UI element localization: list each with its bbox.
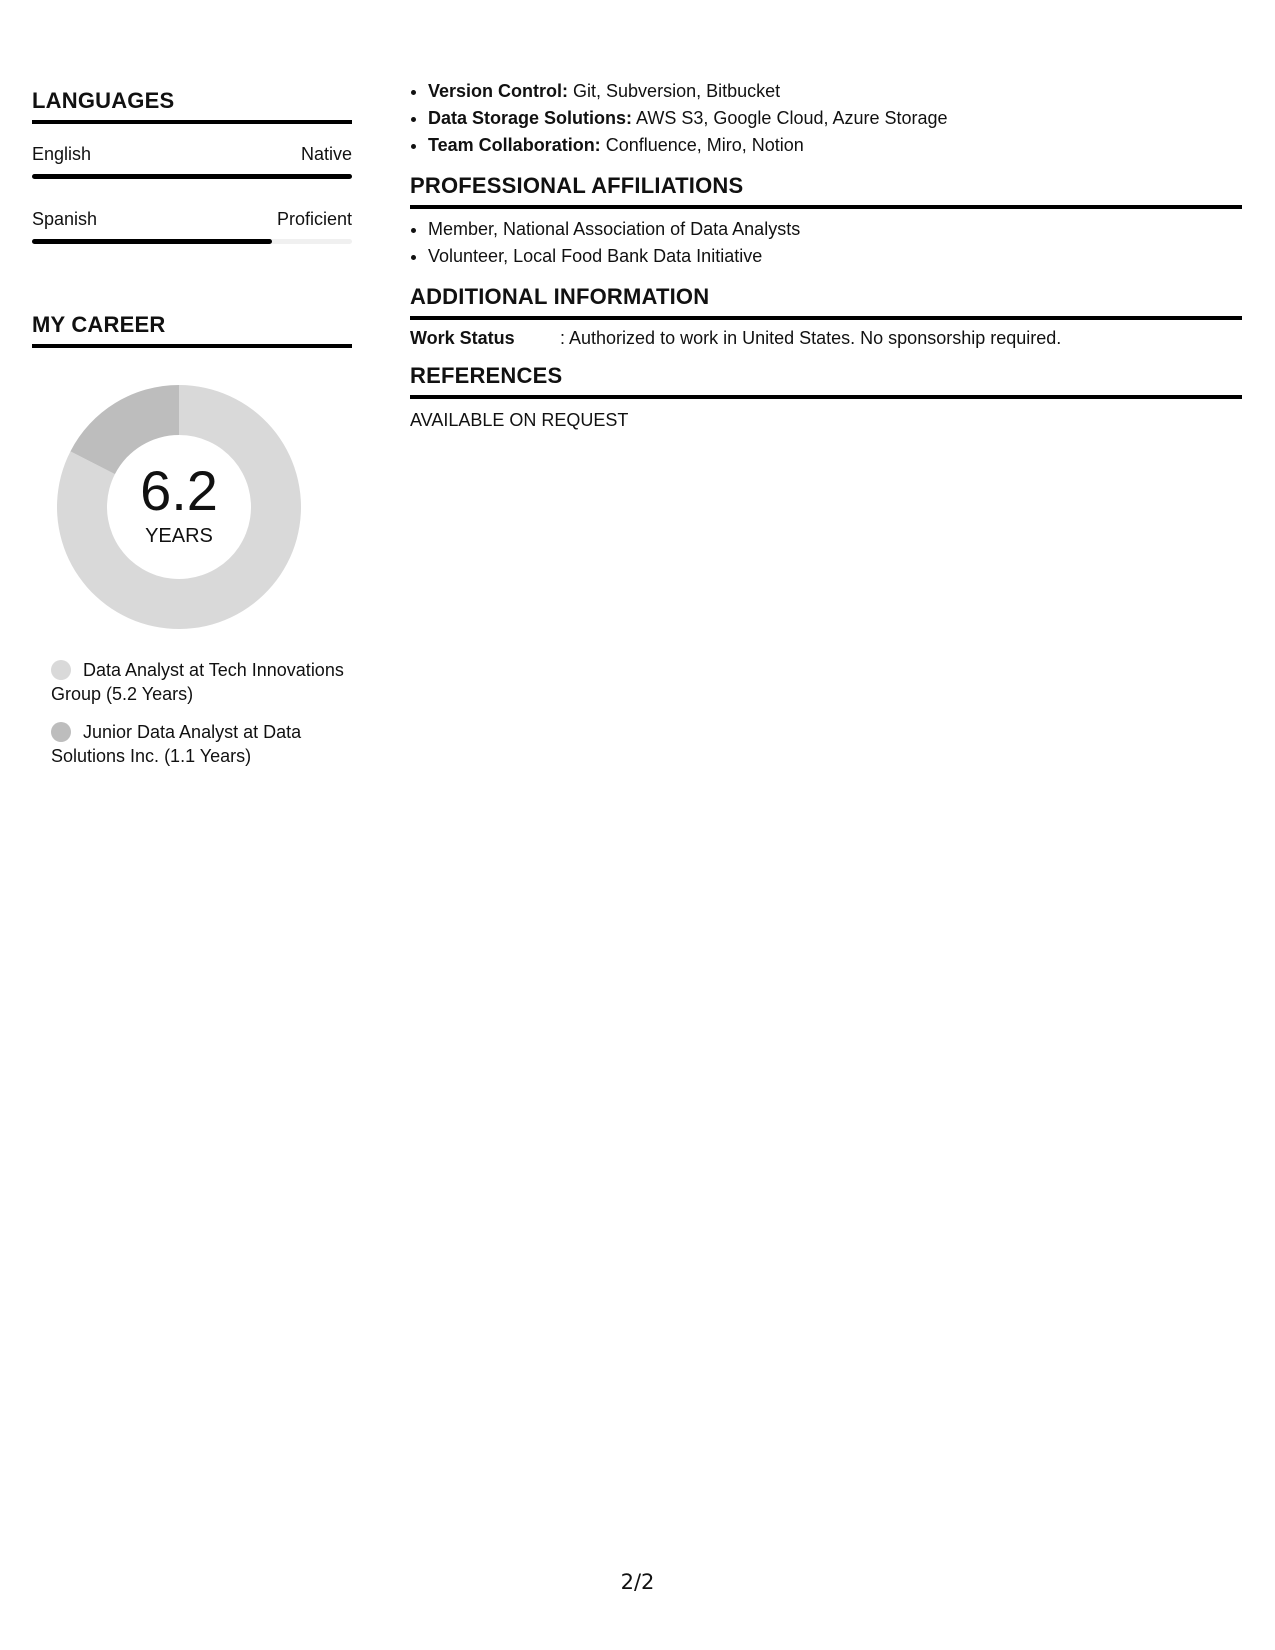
career-total-years: 6.2 xyxy=(140,458,218,522)
references-title: REFERENCES xyxy=(410,363,1242,399)
affiliations-title: PROFESSIONAL AFFILIATIONS xyxy=(410,173,1242,209)
list-item: • Member, National Association of Data Analysts xyxy=(428,216,1242,243)
legend-label: Junior Data Analyst at Data Solutions Inc. (1.1 Years) xyxy=(51,722,302,766)
language-spanish xyxy=(32,209,352,244)
career-legend xyxy=(51,658,352,768)
legend-dot xyxy=(51,722,71,742)
donut-center xyxy=(54,382,304,632)
work-status-label: Work Status xyxy=(410,328,515,348)
career-donut-chart xyxy=(54,382,304,632)
list-item: • Volunteer, Local Food Bank Data Initiative xyxy=(428,243,1242,270)
references-text: AVAILABLE ON REQUEST xyxy=(410,410,629,430)
list-item xyxy=(428,132,1242,159)
language-bar xyxy=(32,239,352,244)
skill-label: Data Storage Solutions: xyxy=(428,108,633,128)
page-number: 2/2 xyxy=(620,1570,655,1594)
list-item xyxy=(428,105,1242,132)
language-bar-fill xyxy=(32,174,352,179)
legend-item xyxy=(51,720,352,768)
career-title: MY CAREER xyxy=(32,312,352,348)
language-level: Native xyxy=(300,144,352,164)
list-item xyxy=(428,78,1242,105)
languages-title: LANGUAGES xyxy=(32,88,352,124)
language-name: Spanish xyxy=(32,209,98,229)
work-status-row xyxy=(410,328,1242,349)
right-column xyxy=(410,78,1242,431)
career-years-unit: YEARS xyxy=(145,524,213,547)
skill-value: Git, Subversion, Bitbucket xyxy=(573,81,781,101)
language-english xyxy=(32,144,352,179)
affiliations-section xyxy=(410,173,1242,270)
additional-section xyxy=(410,284,1242,349)
language-bar-fill xyxy=(32,239,272,244)
legend-dot xyxy=(51,660,71,680)
legend-item xyxy=(51,658,352,706)
language-name: English xyxy=(32,144,92,164)
skill-label: Version Control: xyxy=(428,81,569,101)
skills-list xyxy=(410,78,1242,159)
skill-value: Confluence, Miro, Notion xyxy=(605,135,804,155)
skill-value: AWS S3, Google Cloud, Azure Storage xyxy=(636,108,948,128)
career-section xyxy=(32,312,352,768)
skill-label: Team Collaboration: xyxy=(428,135,601,155)
left-column xyxy=(32,88,352,782)
additional-title: ADDITIONAL INFORMATION xyxy=(410,284,1242,320)
references-section xyxy=(410,363,1242,431)
language-bar xyxy=(32,174,352,179)
work-status-value: : Authorized to work in United States. No sponsorship required. xyxy=(560,328,1062,348)
affiliations-list xyxy=(410,216,1242,270)
legend-label: Data Analyst at Tech Innovations Group (5.2 Years) xyxy=(51,660,344,704)
language-level: Proficient xyxy=(276,209,352,229)
